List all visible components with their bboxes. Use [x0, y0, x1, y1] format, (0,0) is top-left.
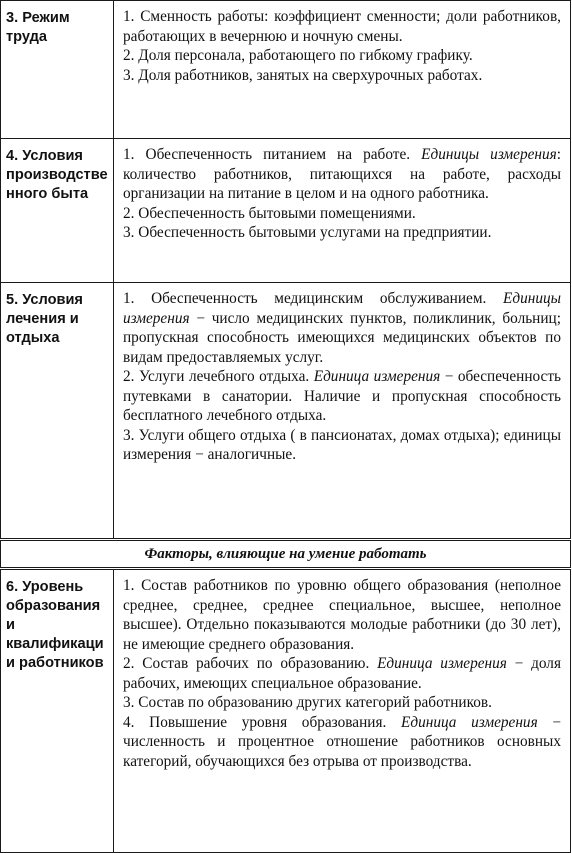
table-row [1, 1, 571, 139]
indicator-item: 3. Обеспеченность бытовыми услугами на предприятии. [123, 224, 492, 241]
indicators-list [114, 139, 570, 249]
indicator-text: − обеспеченность путевками в санатории. Наличие и пропускная способность бесплатного лечебного отдыха. [123, 368, 561, 424]
indicator-item [123, 654, 561, 693]
indicator-text: − доля рабочих, имеющих специальное образование. [123, 655, 561, 692]
indicators-cell [114, 283, 571, 540]
indicator-item: 1. Состав работников по уровню общего образования (неполное среднее, среднее, среднее специальное, высшее, неполное высшее). Отдельно показываются молодые работники (до 30 лет), не имеющие среднего образования. [123, 577, 561, 653]
indicator-text: 1. Обеспеченность питанием на работе. [123, 146, 422, 163]
indicator-item: 3. Услуги общего отдыха ( в пансионатах, домах отдыха); единицы измерения − аналогичные. [123, 426, 561, 463]
indicator-item [123, 145, 561, 204]
unit-label: Единицы измерения [123, 290, 561, 327]
unit-label: Единица измерения [313, 368, 441, 385]
factor-cell [1, 569, 114, 853]
indicator-item [123, 367, 561, 426]
factor-cell [1, 139, 114, 283]
indicators-cell [114, 139, 571, 283]
factor-label: 6. Уровень образования и квалификации работников [6, 579, 104, 671]
section-title: Факторы, влияющие на умение работать [144, 546, 427, 562]
factor-label: 4. Условия производственного быта [6, 148, 108, 202]
indicators-cell [114, 1, 571, 139]
indicator-item: 3. Доля работников, занятых на сверхурочных работах. [123, 66, 483, 84]
indicator-item: 3. Состав по образованию других категорий работников. [123, 694, 492, 711]
indicator-text: : количество работников, питающихся на работе, расходы организации на питание в целом и на одного работника. [123, 146, 562, 202]
indicator-item [123, 289, 561, 367]
indicator-text: − численность и процентное отношение работников основных категорий, обучающихся без отрыва от производства. [123, 713, 562, 770]
factor-cell [1, 1, 114, 139]
indicators-list [114, 570, 570, 777]
indicator-item: 1. Сменность работы: коэффициент сменности; доли работников, работающих в вечернюю и ночную смены. [123, 8, 561, 45]
table-row [1, 569, 571, 853]
indicator-text: 2. Услуги лечебного отдыха. [123, 368, 314, 385]
factor-label: 3. Режим труда [6, 10, 70, 45]
indicator-text: 4. Повышение уровня образования. [123, 713, 401, 731]
factor-cell [1, 283, 114, 540]
indicator-text: − число медицинских пунктов, поликлиник, больниц; пропускная способность имеющихся медицинских объектов по видам предоставляемых услуг. [123, 309, 561, 366]
indicator-item: 2. Доля персонала, работающего по гибкому графику. [123, 47, 473, 64]
unit-label: Единицы измерения [421, 146, 557, 163]
indicators-list [114, 1, 570, 91]
unit-label: Единица измерения [377, 655, 507, 672]
indicators-cell [114, 569, 571, 853]
section-cell [1, 540, 571, 569]
indicator-item: 2. Обеспеченность бытовыми помещениями. [123, 204, 416, 222]
indicator-item [123, 713, 561, 772]
indicator-text: 2. Состав рабочих по образованию. [123, 655, 378, 672]
table-row [1, 139, 571, 283]
table-row [1, 283, 571, 540]
indicators-list [114, 283, 570, 471]
section-row [1, 540, 571, 569]
indicator-text: 1. Обеспеченность медицинским обслуживанием. [123, 290, 504, 307]
unit-label: Единица измерения [401, 713, 538, 731]
factor-label: 5. Условия лечения и отдыха [6, 292, 83, 346]
